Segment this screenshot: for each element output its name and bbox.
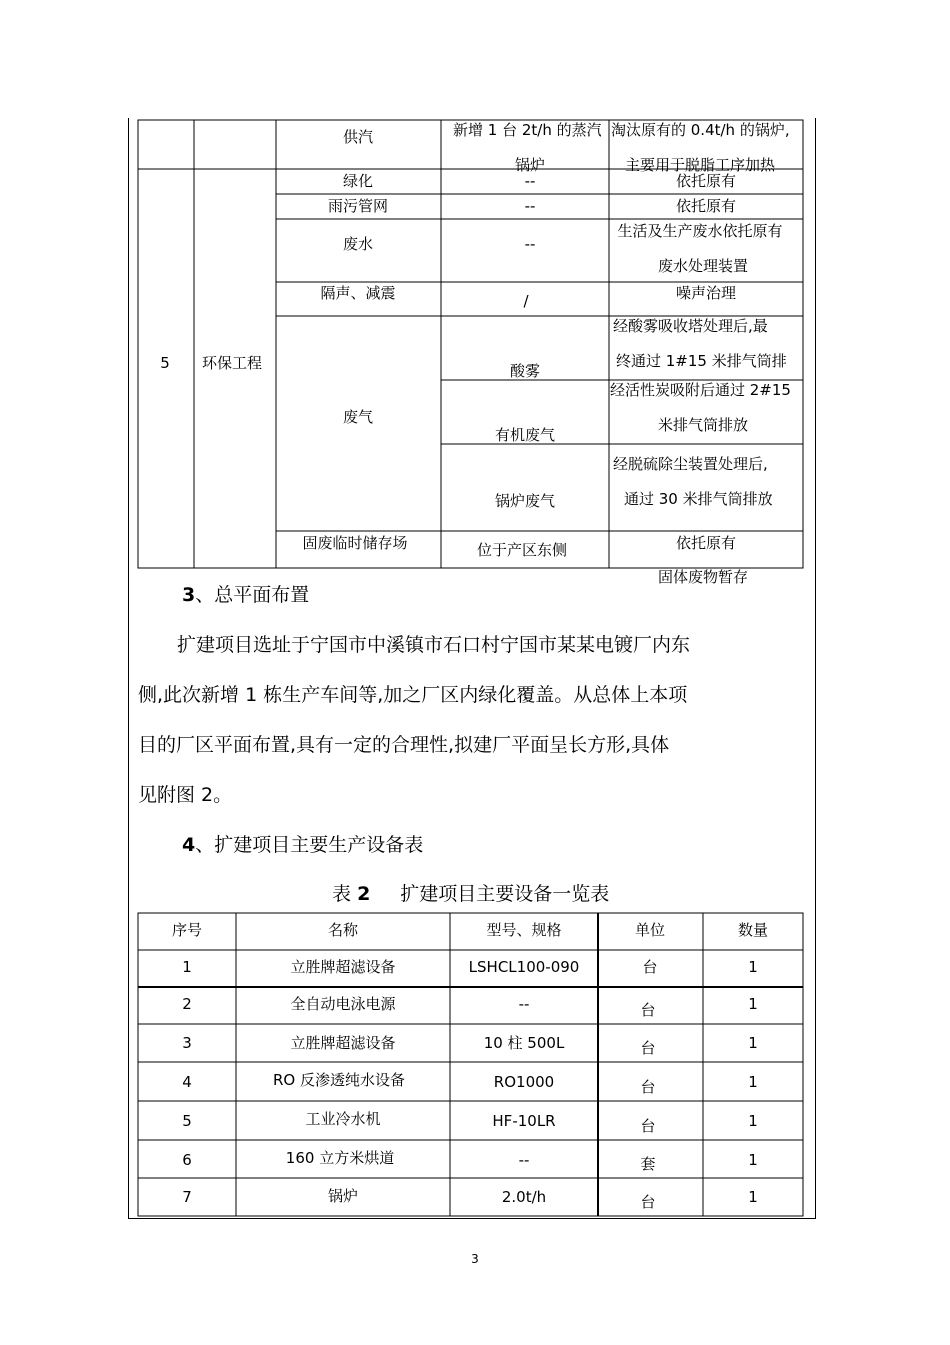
table-2-header-qty: 数量 — [737, 921, 769, 939]
table-row-5-unit: 台 — [640, 1117, 656, 1135]
section-3-number: 3 — [182, 584, 196, 606]
table-row-5-qty: 1 — [748, 1112, 758, 1130]
section-4-heading — [182, 833, 423, 857]
table-row-6-qty: 1 — [748, 1151, 758, 1169]
table-row-2-no: 2 — [182, 995, 192, 1013]
cell-solid-desc: 位于产区东侧 — [476, 541, 568, 559]
table-row-1-spec: LSHCL100-090 — [468, 958, 580, 976]
table-row-2-spec: -- — [518, 995, 530, 1013]
cell-noise-note: 噪声治理 — [675, 284, 737, 302]
section-3-line-3: 目的厂区平面布置,具有一定的合理性,拟建厂平面呈长方形,具体 — [138, 734, 670, 756]
table-row-6-no: 6 — [182, 1151, 192, 1169]
cell-gas-acid-note-l2: 终通过 1#15 米排气筒排 — [616, 352, 787, 370]
table-row-1-unit: 台 — [642, 958, 658, 976]
cell-wastewater-desc: -- — [524, 235, 536, 253]
table-row-7-unit: 台 — [640, 1193, 656, 1211]
table-row-6-name: 160 立方米烘道 — [285, 1149, 395, 1167]
caption-prefix: 表 — [332, 883, 352, 905]
section-3-line-2: 侧,此次新增 1 栋生产车间等,加之厂区内绿化覆盖。从总体上本项 — [138, 684, 688, 706]
table-2-header-no: 序号 — [171, 921, 203, 939]
table-row-6-unit: 套 — [640, 1155, 656, 1173]
cell-group-name: 环保工程 — [201, 354, 263, 372]
table-row-7-no: 7 — [182, 1188, 192, 1206]
table-2-header-unit: 单位 — [634, 921, 666, 939]
cell-supply-desc-l2: 锅炉 — [514, 156, 546, 174]
table-row-7-qty: 1 — [748, 1188, 758, 1206]
cell-gas-organic-desc: 有机废气 — [494, 426, 556, 444]
cell-solid-note-l2: 固体废物暂存 — [657, 568, 749, 586]
section-3-heading — [182, 583, 309, 607]
table-row-2-qty: 1 — [748, 995, 758, 1013]
table-row-5-name: 工业冷水机 — [305, 1110, 381, 1128]
table-row-3-name: 立胜牌超滤设备 — [290, 1034, 396, 1052]
table-row-2-unit: 台 — [640, 1001, 656, 1019]
cell-gas-boiler-desc: 锅炉废气 — [494, 492, 556, 510]
table-row-4-qty: 1 — [748, 1073, 758, 1091]
cell-gas-boiler-note-l2: 通过 30 米排气筒排放 — [624, 490, 773, 508]
table-row-7-spec: 2.0t/h — [501, 1188, 547, 1206]
section-3-line-4: 见附图 2。 — [138, 784, 233, 806]
cell-green-name: 绿化 — [342, 172, 374, 190]
table-row-3-spec: 10 柱 500L — [483, 1034, 565, 1052]
table-2-header-name: 名称 — [327, 921, 359, 939]
cell-gas-organic-note-l2: 米排气筒排放 — [657, 416, 749, 434]
table-row-1-name: 立胜牌超滤设备 — [290, 958, 396, 976]
table-2-header-spec: 型号、规格 — [486, 921, 562, 939]
table-row-5-spec: HF-10LR — [492, 1112, 556, 1130]
table-row-3-qty: 1 — [748, 1034, 758, 1052]
cell-solid-note-l1: 依托原有 — [675, 534, 737, 552]
cell-supply-desc-l1: 新增 1 台 2t/h 的蒸汽 — [453, 121, 602, 139]
table-row-1-no: 1 — [182, 958, 192, 976]
table-row-1-qty: 1 — [748, 958, 758, 976]
table-row-4-spec: RO1000 — [493, 1073, 555, 1091]
cell-sewer-desc: -- — [524, 197, 536, 215]
table-row-2-name: 全自动电泳电源 — [290, 995, 396, 1013]
cell-gas-organic-note-l1: 经活性炭吸附后通过 2#15 — [610, 381, 791, 399]
cell-supply-name: 供汽 — [342, 128, 374, 146]
section-3-title: 、总平面布置 — [195, 584, 310, 606]
cell-gas-name: 废气 — [342, 408, 374, 426]
cell-wastewater-note-l1: 生活及生产废水依托原有 — [617, 222, 783, 240]
section-4-title: 、扩建项目主要生产设备表 — [195, 834, 424, 856]
cell-noise-name: 隔声、减震 — [320, 284, 396, 302]
cell-noise-desc: / — [523, 292, 529, 310]
cell-supply-note-l2: 主要用于脱脂工序加热 — [624, 156, 776, 174]
section-3-line-1: 扩建项目选址于宁国市中溪镇市石口村宁国市某某电镀厂内东 — [177, 634, 691, 656]
cell-sewer-note: 依托原有 — [675, 197, 737, 215]
cell-group-no: 5 — [160, 354, 170, 372]
table-2-caption — [332, 882, 609, 906]
table-row-4-no: 4 — [182, 1073, 192, 1091]
table-row-6-spec: -- — [518, 1151, 530, 1169]
cell-supply-note-l1: 淘汰原有的 0.4t/h 的锅炉, — [611, 121, 790, 139]
cell-gas-boiler-note-l1: 经脱硫除尘装置处理后, — [613, 455, 768, 473]
cell-gas-acid-note-l1: 经酸雾吸收塔处理后,最 — [613, 317, 768, 335]
cell-wastewater-note-l2: 废水处理装置 — [657, 257, 749, 275]
table-row-4-unit: 台 — [640, 1078, 656, 1096]
cell-sewer-name: 雨污管网 — [327, 197, 389, 215]
section-4-number: 4 — [182, 834, 196, 856]
caption-number: 2 — [357, 883, 371, 905]
cell-green-note: 依托原有 — [675, 172, 737, 190]
cell-gas-acid-desc: 酸雾 — [509, 362, 541, 380]
cell-green-desc: -- — [524, 172, 536, 190]
cell-wastewater-name: 废水 — [342, 235, 374, 253]
table-row-4-name: RO 反渗透纯水设备 — [273, 1071, 405, 1089]
table-row-5-no: 5 — [182, 1112, 192, 1130]
page-number: 3 — [471, 1252, 479, 1266]
caption-title: 扩建项目主要设备一览表 — [400, 883, 610, 905]
table-row-7-name: 锅炉 — [327, 1187, 359, 1205]
table-row-3-no: 3 — [182, 1034, 192, 1052]
table-row-3-unit: 台 — [640, 1039, 656, 1057]
cell-solid-name: 固废临时储存场 — [302, 534, 408, 552]
